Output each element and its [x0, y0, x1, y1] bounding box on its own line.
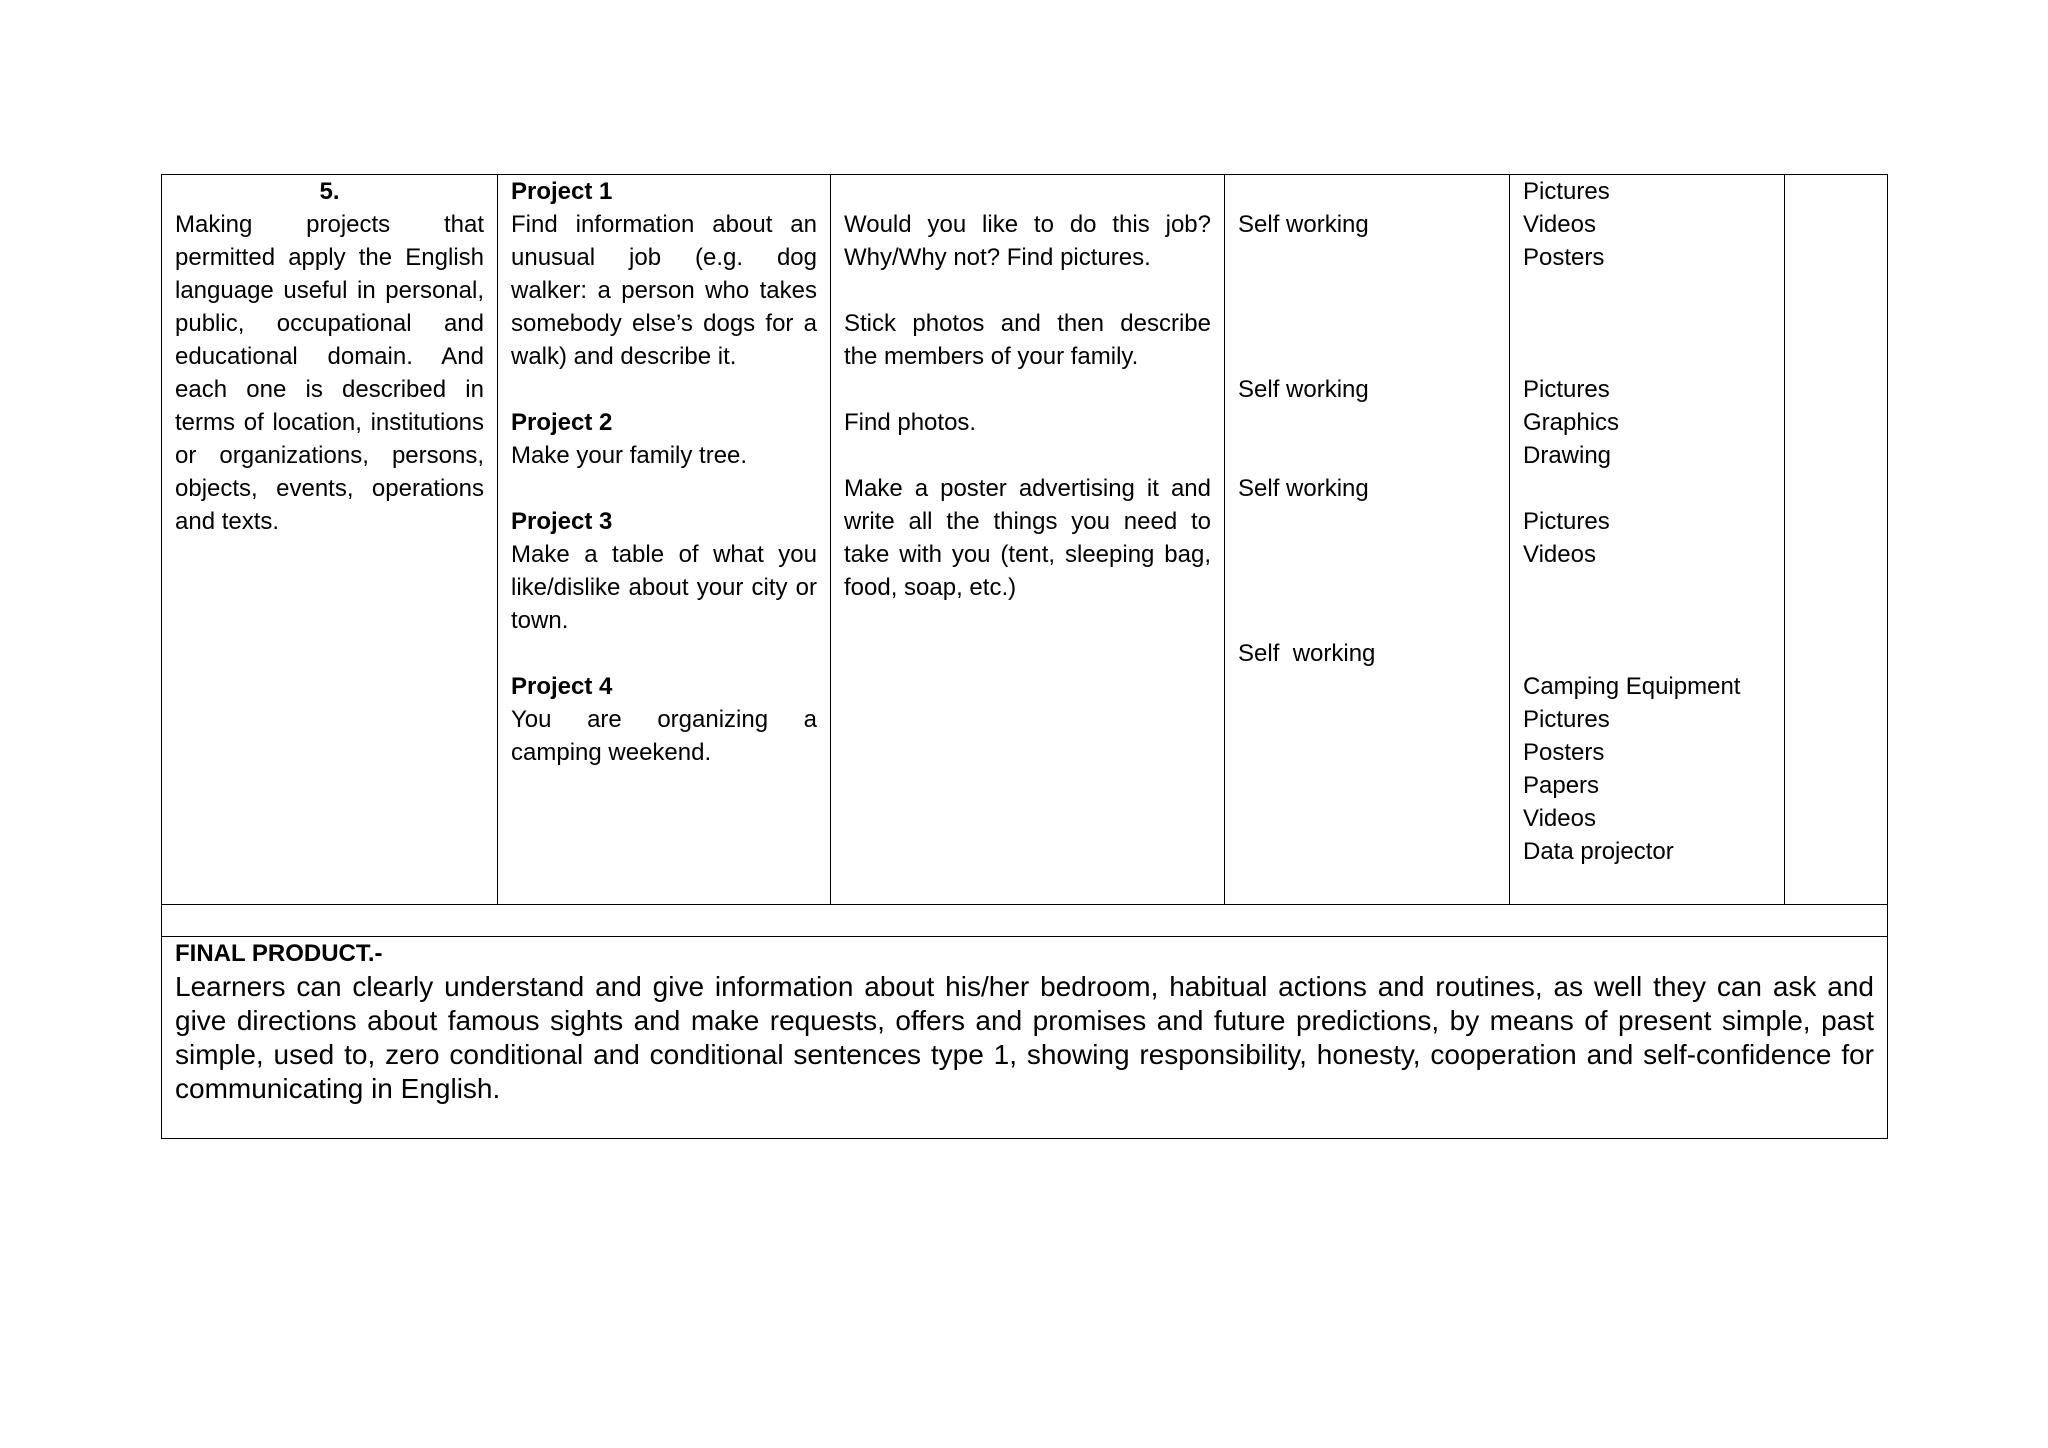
- resource-item: Posters: [1523, 244, 1605, 271]
- planning-table: [161, 174, 1888, 1139]
- final-product-text: Learners can clearly understand and give information about his/her bedroom, habitual actions and routines, as well they can ask and give directions about famous sights and make requests, offers and promises and future predictions, by means of present simple, past simple, used to, zero conditional and conditional sentences type 1, showing responsibility, honesty, cooperation and self-confidence for communicating in English.: [175, 971, 1874, 1104]
- resources-cell: [1510, 175, 1785, 905]
- table-row: [162, 905, 1888, 937]
- strategy-text: Self working: [1238, 640, 1376, 667]
- resource-item: Graphics: [1523, 409, 1620, 436]
- strategies-cell: [1225, 175, 1510, 905]
- resource-item: Videos: [1523, 805, 1596, 832]
- project-title: Project 3: [511, 508, 613, 535]
- competence-cell: [162, 175, 498, 905]
- table-row: [162, 175, 1888, 905]
- resource-item: Pictures: [1523, 178, 1610, 205]
- final-product-cell: [162, 937, 1888, 1139]
- project-title: Project 1: [511, 178, 613, 205]
- activity-text: Find photos.: [844, 409, 977, 436]
- resource-item: Videos: [1523, 541, 1596, 568]
- resource-item: Pictures: [1523, 376, 1610, 403]
- activities-cell: [831, 175, 1225, 905]
- project-text: Make your family tree.: [511, 442, 748, 469]
- resource-item: Posters: [1523, 739, 1605, 766]
- resource-item: Camping Equipment: [1523, 673, 1741, 700]
- resource-item: Data projector: [1523, 838, 1674, 865]
- resource-item: Pictures: [1523, 706, 1610, 733]
- activity-text: Would you like to do this job? Why/Why not? Find pictures.: [844, 211, 1211, 271]
- strategy-text: Self working: [1238, 211, 1369, 238]
- evaluation-cell: [1785, 175, 1888, 905]
- competence-number: 5.: [319, 178, 340, 205]
- project-title: Project 4: [511, 673, 613, 700]
- projects-cell: [498, 175, 831, 905]
- project-text: Make a table of what you like/dislike about your city or town.: [511, 541, 817, 634]
- resource-item: Videos: [1523, 211, 1596, 238]
- empty-cell: [162, 905, 1888, 937]
- strategy-text: Self working: [1238, 376, 1369, 403]
- activity-text: Stick photos and then describe the members of your family.: [844, 310, 1211, 370]
- resource-item: Papers: [1523, 772, 1600, 799]
- project-title: Project 2: [511, 409, 613, 436]
- project-text: Find information about an unusual job (e.g. dog walker: a person who takes somebody else’s dogs for a walk) and describe it.: [511, 211, 817, 370]
- resource-item: Pictures: [1523, 508, 1610, 535]
- table-row: [162, 937, 1888, 1139]
- project-text: You are organizing a camping weekend.: [511, 706, 817, 766]
- competence-text: Making projects that permitted apply the English language useful in personal, public, occupational and educational domain. And each one is described in terms of location, institutions or organizations, persons, objects, events, operations and texts.: [175, 211, 484, 535]
- activity-text: Make a poster advertising it and write all the things you need to take with you (tent, sleeping bag, food, soap, etc.): [844, 475, 1211, 601]
- strategy-text: Self working: [1238, 475, 1369, 502]
- final-product-label: FINAL PRODUCT.-: [175, 940, 383, 967]
- resource-item: Drawing: [1523, 442, 1612, 469]
